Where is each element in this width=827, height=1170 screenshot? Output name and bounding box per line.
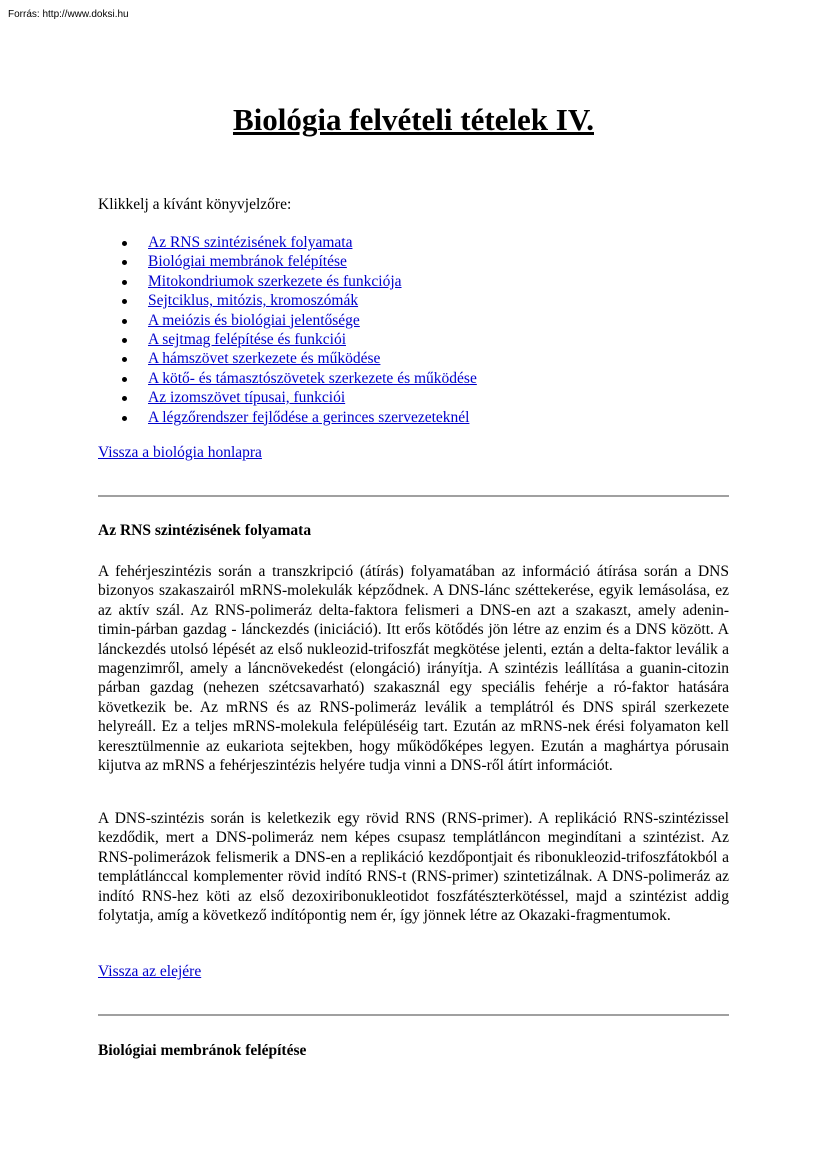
- list-item: [98, 330, 477, 349]
- section-title-rna: Az RNS szintézisének folyamata: [98, 522, 312, 539]
- bookmark-link-meiosis[interactable]: A meiózis és biológiai jelentősége: [148, 311, 360, 329]
- bookmark-link-epithelium[interactable]: A hámszövet szerkezete és működése: [148, 350, 381, 368]
- list-item: [98, 311, 477, 330]
- section-title-membranes: Biológiai membránok felépítése: [98, 1042, 307, 1059]
- back-to-top-link[interactable]: Vissza az elejére: [98, 963, 202, 980]
- back-to-biology-home-link[interactable]: Vissza a biológia honlapra: [98, 444, 262, 461]
- bookmark-link-nucleus[interactable]: A sejtmag felépítése és funkciói: [148, 330, 346, 348]
- list-item: [98, 233, 477, 252]
- section-divider: [98, 495, 729, 497]
- bookmark-list: [98, 233, 477, 427]
- list-item: [98, 388, 477, 407]
- list-item: [98, 272, 477, 291]
- list-item: [98, 349, 477, 368]
- bookmark-link-rna[interactable]: Az RNS szintézisének folyamata: [148, 234, 353, 251]
- paragraph: A DNS-szintézis során is keletkezik egy rövid RNS (RNS-primer). A replikáció RNS-szintézissel kezdődik, mert a DNS-polimeráz nem képes csupasz templátláncon megindítani a szintézist. Az RNS-polimerázok felismerik a DNS-en a replikáció kezdőpontjait és ribonukleozid-trifoszfátokból a templátlánccal komplementer rövid indító RNS-t (RNS-primer) szintetizálnak. A DNS-polimeráz az indító RNS-hez köti az első dezoxiribonukleotidot foszfátészterkötéssel, majd a szintézist addig folytatja, amíg a következő indítópontig nem ér, így jönnek létre az Okazaki-fragmentumok.: [98, 810, 729, 925]
- bookmark-intro: Klikkelj a kívánt könyvjelzőre:: [98, 196, 292, 213]
- bookmark-link-membranes[interactable]: Biológiai membránok felépítése: [148, 253, 347, 271]
- bookmark-link-cell-cycle[interactable]: Sejtciklus, mitózis, kromoszómák: [148, 292, 359, 310]
- bookmark-link-respiratory-system[interactable]: A légzőrendszer fejlődése a gerinces szervezeteknél: [148, 408, 470, 426]
- list-item: [98, 408, 477, 427]
- paragraph: A fehérjeszintézis során a transzkripció (átírás) folyamatában az információ átírása során a DNS bizonyos szakaszairól mRNS-molekulák képződnek. A DNS-lánc széttekerése, egyik lemásolása, ez az aktív szál. Az RNS-polimeráz delta-faktora felismeri a DNS-en azt a szakaszt, amely adenin-timin-párban gazdag - lánckezdés (iniciáció). Itt erős kötődés jön létre az enzim és a DNS között. A lánckezdés utolsó lépését az első nukleozid-trifoszfát megkötése jelenti, eztán a delta-faktor leválik a magenzimről, amely a láncnövekedést (elongáció) irányítja. A szintézis leállítása a guanin-citozin párban gazdag (nehezen szétcsavarható) szakasznál egy speciális fehérje a ró-faktor hatására következik be. Az mRNS és az RNS-polimeráz leválik a templátról és DNS spirál szerkezete helyreáll. Ez a teljes mRNS-molekula felépüléséig tart. Ezután az mRNS-nek érési folyamaton kell keresztülmennie az eukariota sejtekben, hogy működőképes legyen. Ezután a maghártya pórusain kijutva az mRNS a fehérjeszintézis helyére tudja vinni a DNS-ről átírt információt.: [98, 563, 729, 775]
- list-item: [98, 369, 477, 388]
- section-divider: [98, 1014, 729, 1016]
- source-label: Forrás: http://www.doksi.hu: [8, 9, 129, 20]
- page-title: Biológia felvételi tételek IV.: [232, 102, 594, 137]
- list-item: [98, 291, 477, 310]
- bookmark-link-connective-tissue[interactable]: A kötő- és támasztószövetek szerkezete és működése: [148, 369, 477, 387]
- list-item: [98, 252, 477, 271]
- bookmark-link-muscle-tissue[interactable]: Az izomszövet típusai, funkciói: [148, 389, 346, 407]
- bookmark-link-mitochondria[interactable]: Mitokondriumok szerkezete és funkciója: [148, 272, 402, 290]
